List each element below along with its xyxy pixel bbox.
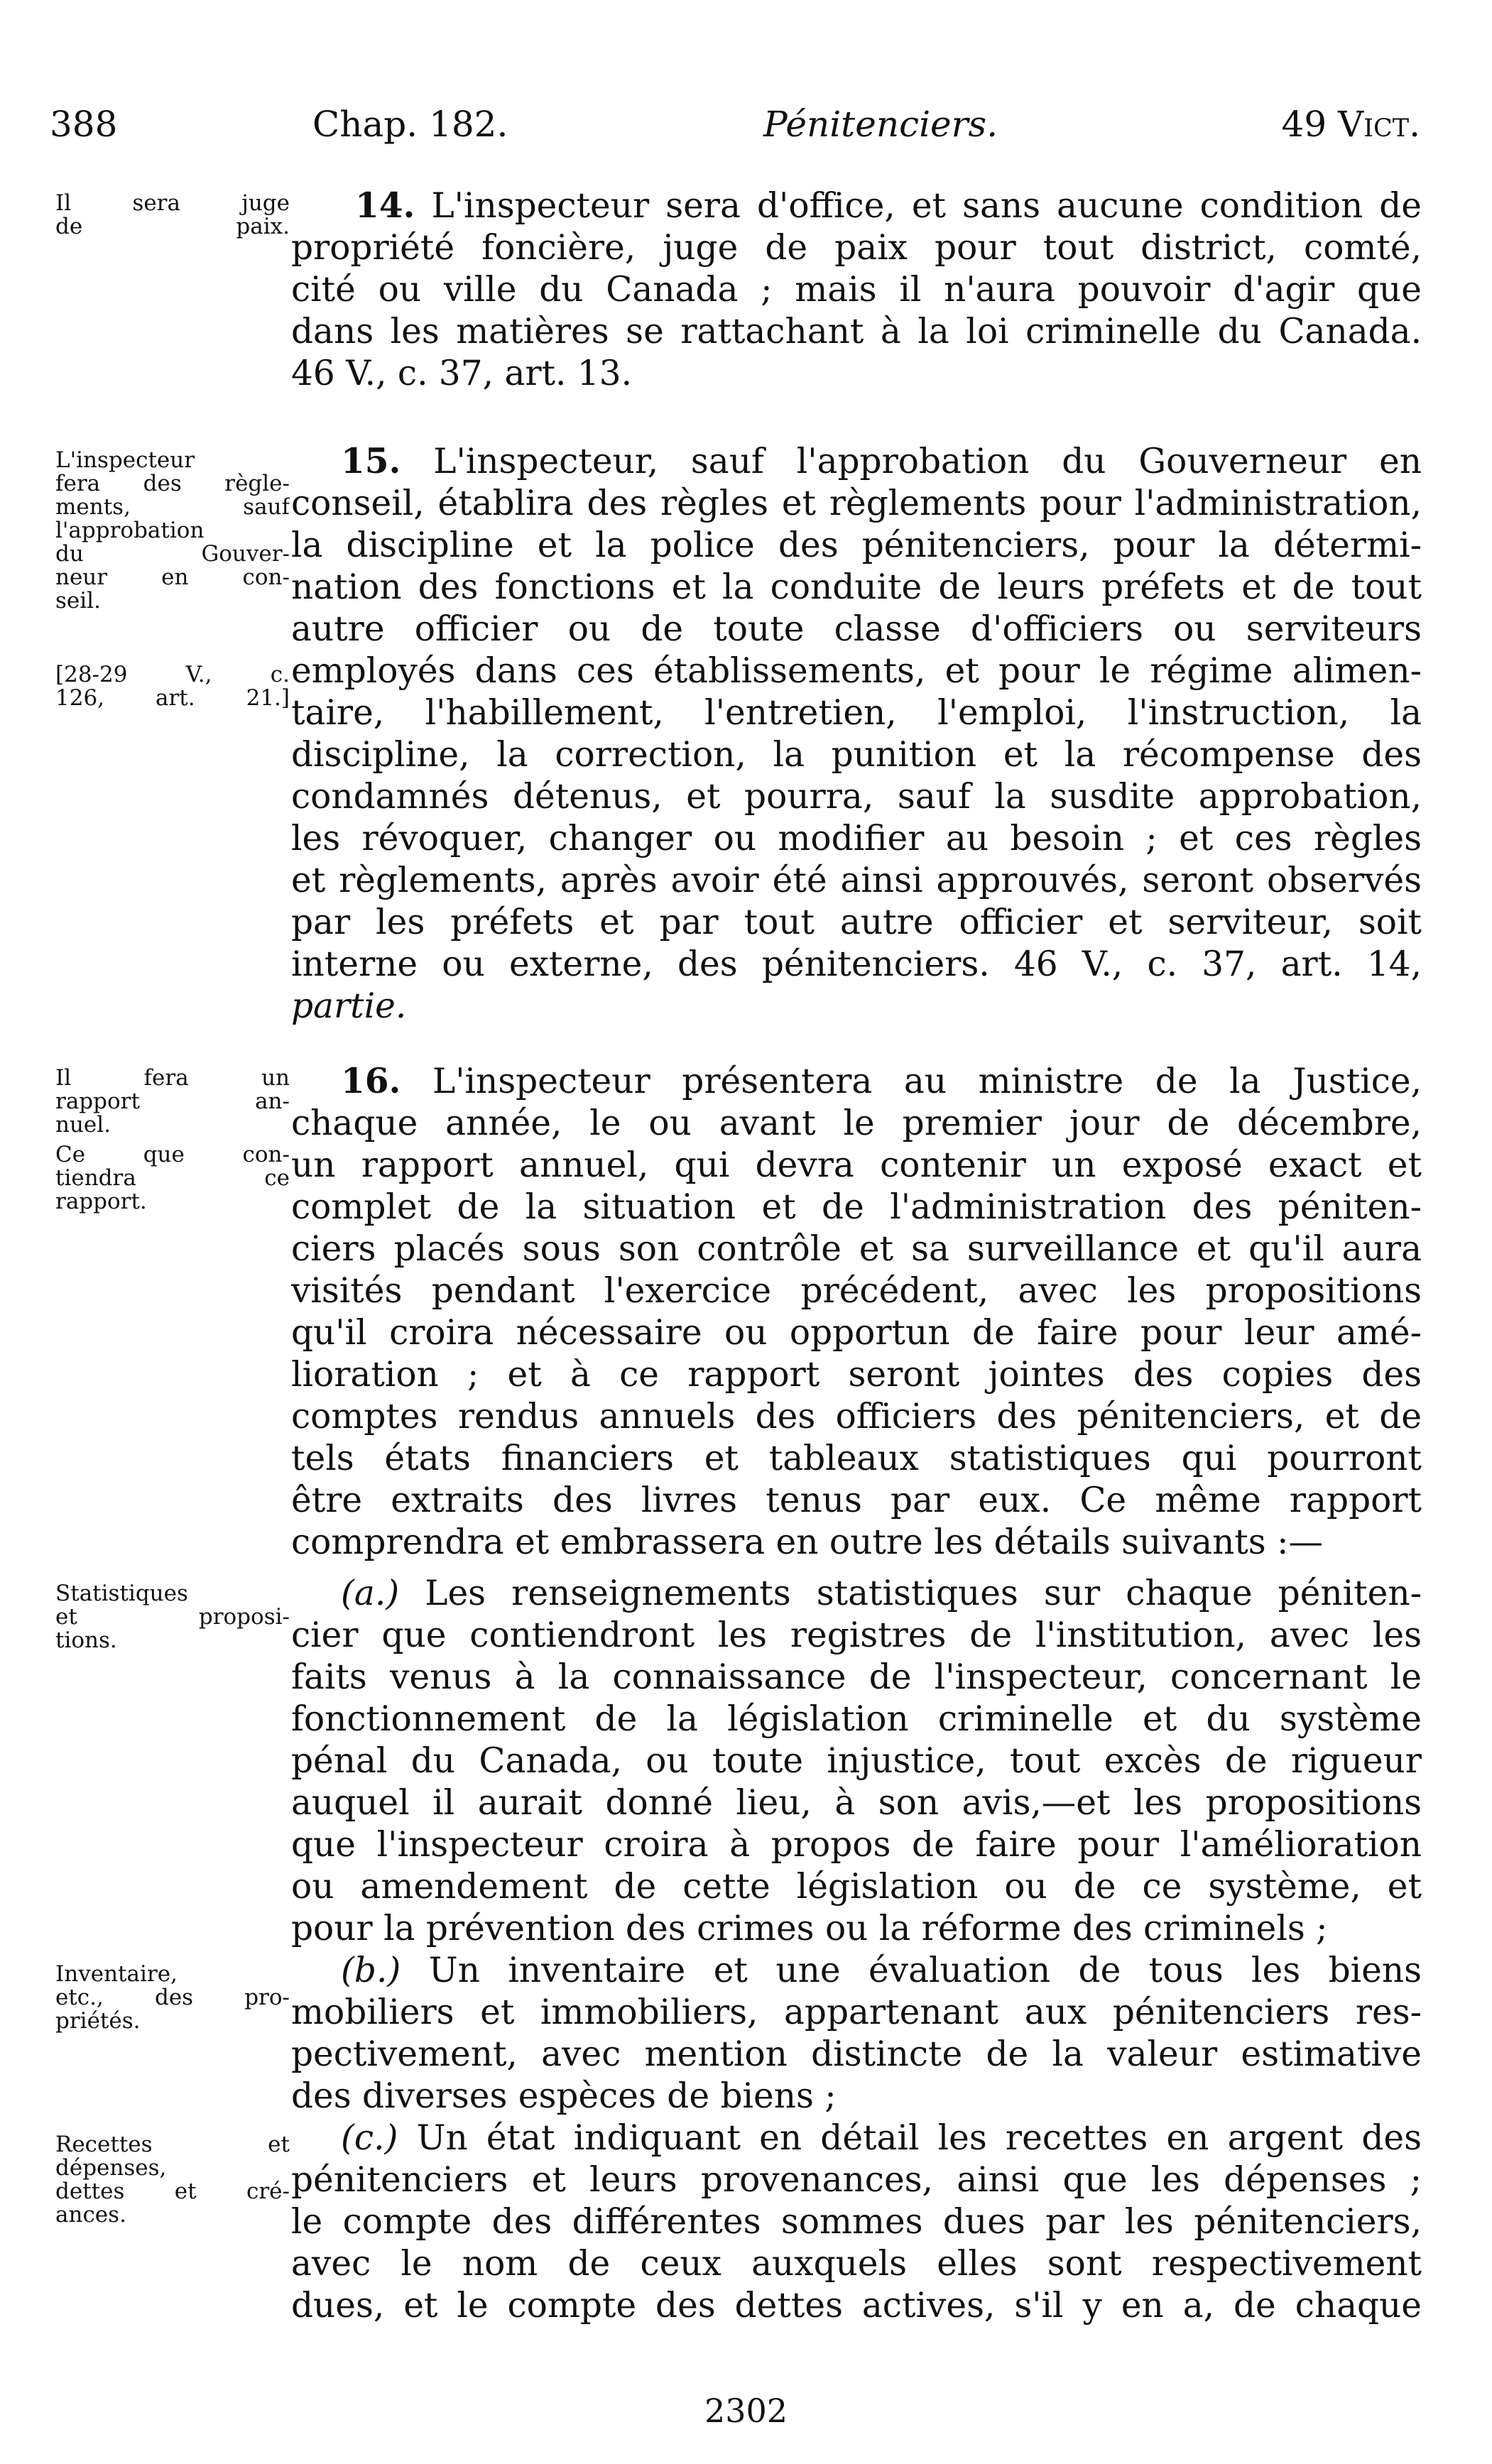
text-line: chaque année, le ou avant le premier jour de décembre, — [291, 1103, 1422, 1143]
sidenote-line: de paix. — [55, 215, 290, 239]
text-line: cité ou ville du Canada ; mais il n'aura pouvoir d'agir que — [291, 270, 1422, 310]
text-fragment: L'inspecteur présentera au ministre de la Justice, — [401, 1062, 1422, 1101]
section-14 — [291, 185, 1422, 395]
sidenote-line: rapport an- — [55, 1090, 290, 1113]
text-line: pour la prévention des crimes ou la réforme des criminels ; — [291, 1909, 1328, 1948]
text-line: un rapport annuel, qui devra contenir un exposé exact et — [291, 1145, 1422, 1185]
sidenote-line: et proposi- — [55, 1606, 290, 1629]
sidenote-rapport-annuel — [55, 1067, 290, 1137]
sidenote-line: Inventaire, — [55, 1963, 178, 1986]
text-line: taire, l'habillement, l'entretien, l'emploi, l'instruction, la — [291, 693, 1422, 733]
sidenote-line: l'approbation — [55, 519, 205, 543]
sidenote-juge-de-paix — [55, 192, 290, 239]
text-line: les révoquer, changer ou modifier au besoin ; et ces règles — [291, 819, 1422, 858]
text-line: tels états financiers et tableaux statistiques qui pourront — [291, 1439, 1422, 1478]
sidenote-recettes — [55, 2133, 290, 2227]
subsection-a — [291, 1573, 1422, 1950]
subsection-b — [291, 1950, 1422, 2117]
text-fragment: L'inspecteur sera d'office, et sans aucune condition de — [415, 186, 1422, 226]
text-line: ciers placés sous son contrôle et sa surveillance et qu'il aura — [291, 1229, 1422, 1269]
sidenote-reglements — [55, 449, 290, 613]
text-fragment: L'inspecteur, sauf l'approbation du Gouverneur en — [401, 442, 1422, 481]
text-line — [291, 1060, 1422, 1103]
text-line: complet de la situation et de l'administration des péniten- — [291, 1187, 1422, 1227]
text-line: visités pendant l'exercice précédent, avec les propositions — [291, 1271, 1422, 1311]
section-number: 16. — [341, 1061, 401, 1101]
text-line: le compte des différentes sommes dues par les pénitenciers, — [291, 2202, 1422, 2242]
sidenote-line: 126, art. 21.] — [55, 687, 290, 710]
text-line: fonctionnement de la législation criminelle et du système — [291, 1699, 1422, 1739]
text-line — [291, 185, 1422, 227]
running-title: Pénitenciers. — [763, 104, 998, 145]
text-line: autre officier ou de toute classe d'officiers ou serviteurs — [291, 609, 1422, 649]
sidenote-line: Il fera un — [55, 1067, 290, 1090]
chapter-label: Chap. 182. — [312, 104, 508, 145]
sidenote-line: etc., des pro- — [55, 1986, 290, 2010]
sidenote-citation — [55, 663, 290, 710]
text-line: comptes rendus annuels des officiers des pénitenciers, et de — [291, 1397, 1422, 1437]
sidenote-line: du Gouver- — [55, 543, 290, 566]
text-line: interne ou externe, des pénitenciers. 46 V., c. 37, art. 14, — [291, 944, 1422, 984]
text-line — [291, 2117, 1422, 2159]
sidenote-line: L'inspecteur — [55, 449, 195, 472]
sidenote-line: nuel. — [55, 1113, 111, 1137]
sidenote-line: ments, sauf — [55, 496, 290, 519]
text-line: pectivement, avec mention distincte de la valeur estimative — [291, 2034, 1422, 2074]
text-line — [291, 1950, 1422, 1992]
text-fragment: Un état indiquant en détail les recettes en argent des — [398, 2118, 1422, 2158]
page-number: 388 — [50, 104, 118, 145]
sidenote-line: Ce que con- — [55, 1143, 290, 1167]
text-line: 46 V., c. 37, art. 13. — [291, 354, 633, 393]
subsection-c — [291, 2117, 1422, 2327]
running-header — [50, 96, 1420, 153]
text-line: être extraits des livres tenus par eux. Ce même rapport — [291, 1481, 1422, 1520]
text-line: discipline, la correction, la punition et la récompense des — [291, 735, 1422, 775]
sidenote-line: priétés. — [55, 2010, 141, 2033]
sidenote-line: tiendra ce — [55, 1167, 290, 1190]
footer-number: 2302 — [704, 2392, 788, 2430]
sidenote-line: neur en con- — [55, 566, 290, 589]
sidenote-line: dettes et cré- — [55, 2180, 290, 2203]
sidenote-line: ances. — [55, 2203, 126, 2227]
section-16 — [291, 1060, 1422, 1564]
text-fragment: Un inventaire et une évaluation de tous les biens — [401, 1951, 1422, 1990]
sidenote-line: Statistiques — [55, 1582, 188, 1606]
text-line: dans les matières se rattachant à la loi criminelle du Canada. — [291, 312, 1422, 351]
text-fragment: Les renseignements statistiques sur chaque péniten- — [399, 1574, 1422, 1613]
text-line: faits venus à la connaissance de l'inspecteur, concernant le — [291, 1657, 1422, 1697]
sidenote-line: Recettes et — [55, 2133, 290, 2157]
text-line — [291, 440, 1422, 483]
text-line: cier que contiendront les registres de l'institution, avec les — [291, 1615, 1422, 1655]
text-line: que l'inspecteur croira à propos de faire pour l'amélioration — [291, 1825, 1422, 1865]
text-line: propriété foncière, juge de paix pour tout district, comté, — [291, 228, 1422, 268]
sidenote-line: seil. — [55, 589, 101, 613]
section-number: 15. — [341, 441, 401, 481]
text-line: nation des fonctions et la conduite de leurs préfets et de tout — [291, 567, 1422, 607]
text-line: mobiliers et immobiliers, appartenant aux pénitenciers res- — [291, 1993, 1422, 2032]
text-line: par les préfets et par tout autre officier et serviteur, soit — [291, 903, 1422, 942]
subsection-label: (c.) — [341, 2118, 398, 2158]
text-line: auquel il aurait donné lieu, à son avis,—et les propositions — [291, 1783, 1422, 1823]
text-line: pénal du Canada, ou toute injustice, tout excès de rigueur — [291, 1741, 1422, 1781]
text-line — [291, 1573, 1422, 1615]
text-line: employés dans ces établissements, et pour le régime alimen- — [291, 651, 1422, 691]
sidenote-statistiques — [55, 1582, 290, 1652]
text-line: lioration ; et à ce rapport seront jointes des copies des — [291, 1355, 1422, 1395]
sidenote-line: tions. — [55, 1629, 117, 1652]
sidenote-line: Il sera juge — [55, 192, 290, 215]
text-line: condamnés détenus, et pourra, sauf la susdite approbation, — [291, 777, 1422, 817]
sidenote-line: fera des règle- — [55, 472, 290, 496]
regnal-year: 49 Vict. — [1281, 104, 1420, 145]
sidenote-line: rapport. — [55, 1190, 147, 1214]
sidenote-inventaire — [55, 1963, 290, 2033]
text-line: comprendra et embrassera en outre les détails suivants :— — [291, 1522, 1323, 1562]
text-line: partie. — [291, 986, 407, 1026]
text-line: conseil, établira des règles et règlements pour l'administration, — [291, 484, 1422, 523]
subsection-label: (b.) — [341, 1951, 401, 1990]
text-line: et règlements, après avoir été ainsi approuvés, seront observés — [291, 861, 1422, 900]
text-line: des diverses espèces de biens ; — [291, 2076, 837, 2116]
text-line: avec le nom de ceux auxquels elles sont respectivement — [291, 2244, 1422, 2284]
sidenote-line: [28-29 V., c. — [55, 663, 290, 687]
text-line: la discipline et la police des pénitenciers, pour la détermi- — [291, 525, 1422, 565]
sidenote-line: dépenses, — [55, 2157, 167, 2180]
section-15 — [291, 440, 1422, 1027]
text-line: dues, et le compte des dettes actives, s'il y en a, de chaque — [291, 2286, 1422, 2326]
text-line: pénitenciers et leurs provenances, ainsi que les dépenses ; — [291, 2160, 1422, 2200]
section-number: 14. — [355, 185, 415, 226]
sidenote-contenu-rapport — [55, 1143, 290, 1214]
subsection-label: (a.) — [341, 1574, 400, 1613]
text-line: ou amendement de cette législation ou de ce système, et — [291, 1867, 1422, 1907]
text-line: qu'il croira nécessaire ou opportun de faire pour leur amé- — [291, 1313, 1422, 1353]
